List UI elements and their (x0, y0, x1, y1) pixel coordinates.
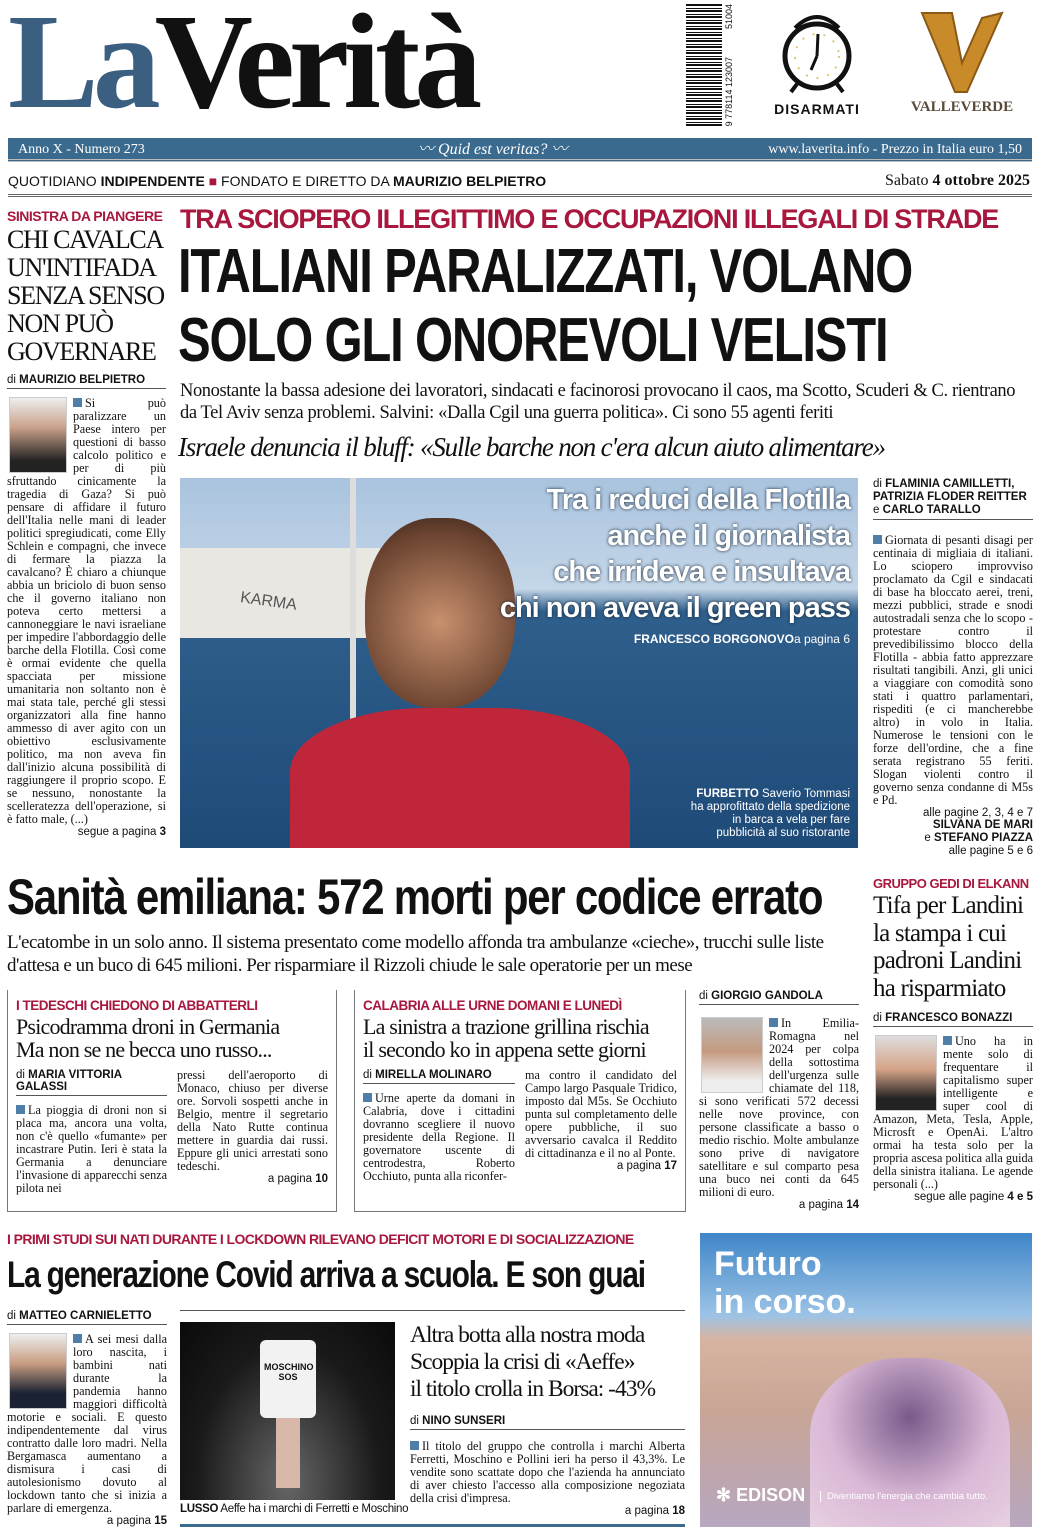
droni-kicker: I TEDESCHI CHIEDONO DI ABBATTERLI (16, 998, 258, 1013)
issue-number: Anno X - Numero 273 (18, 142, 145, 157)
author: CARLO TARALLO (882, 504, 981, 516)
tag-mid: FONDATO E DIRETTO DA (217, 173, 393, 189)
by: di (7, 374, 20, 386)
gedi (873, 876, 1033, 1203)
overlay-ref[interactable] (634, 632, 850, 646)
ref-pre: segue alle pagine (914, 1191, 1008, 1203)
ref-b: 4 e 5 (1007, 1191, 1033, 1203)
caption-b: FURBETTO (696, 788, 759, 800)
ad-headline-1: Futuro (714, 1245, 822, 1283)
barcode (686, 4, 734, 126)
moschino-caption (180, 1503, 408, 1515)
man-head (365, 518, 515, 708)
barcode-bars (686, 4, 722, 126)
editorial-byline (7, 374, 166, 389)
square-bullet-icon (16, 1105, 25, 1114)
sanita-body (699, 1017, 859, 1199)
lead-byline (873, 478, 1033, 520)
overlay-line: chi non aveva il green pass (499, 592, 850, 624)
aeffe-article (410, 1322, 685, 1517)
aeffe-byline: di NINO SUNSERI (410, 1415, 685, 1430)
covid-ref[interactable] (7, 1515, 167, 1527)
author-photo (875, 1035, 937, 1111)
ref-b: 3 (159, 826, 166, 838)
gedi-title[interactable]: Tifa per Landini la stampa i cui padroni Landini ha risparmiato (873, 892, 1024, 1002)
editorial (7, 208, 166, 838)
author: FRANCESCO BONAZZI (885, 1012, 1013, 1024)
masthead-logo (8, 0, 477, 137)
editorial-ref[interactable] (7, 826, 166, 838)
covid-divider (180, 1310, 685, 1311)
aeffe-text: Il titolo del gruppo che controlla i marchi Alberta Ferretti, Moschino e Pollini ieri ha perso il 43,3%. Le vendite sono scattate dopo che l'azienda ha annunciato di aver chiesto l'accesso alla composizione negoziata della crisi d'impresa. (410, 1439, 685, 1505)
alarm-clock-icon (777, 6, 857, 96)
moschino-photo (180, 1322, 395, 1500)
calabria-byline: di MIRELLA MOLINARO (363, 1069, 515, 1084)
caption-text: Aeffe ha i marchi di Ferretti e Moschino (218, 1503, 409, 1515)
title-line: Ma non se ne becca uno russo... (16, 1037, 272, 1063)
overlay-line: che irrideva e insultava (553, 556, 850, 588)
author: GIORGIO GANDOLA (711, 990, 823, 1002)
calabria-body-1 (363, 1092, 515, 1183)
square-bullet-icon (73, 1334, 82, 1343)
text: La pioggia di droni non si placa ma, ancora una volta, non c'è quello «fumante» per incastrare Putin. Ieri è stata la Germania a denunciare l'invasione di apparecchi senza pilota nei (16, 1103, 167, 1196)
author: MATTEO CARNIELETTO (19, 1310, 152, 1322)
editorial-body (7, 397, 166, 826)
lead-photo (180, 478, 858, 848)
tag-b2: MAURIZIO BELPIETRO (392, 173, 547, 189)
overlay-line: Tra i reduci della Flotilla (546, 484, 850, 516)
square-bullet-icon: ■ (208, 173, 218, 189)
author: MARIA VITTORIA GALASSI (16, 1069, 122, 1094)
ref-pre: a pagina (798, 1199, 847, 1211)
barcode-numbers (723, 4, 734, 126)
overlay-author: FRANCESCO BORGONOVO (633, 632, 794, 646)
covid-byline: di MATTEO CARNIELETTO (7, 1310, 167, 1325)
author: MAURIZIO BELPIETRO (19, 374, 146, 386)
motto: 〰 Quid est veritas? 〰 (418, 141, 568, 158)
extra-ref[interactable]: alle pagine 5 e 6 (948, 845, 1033, 857)
date-b: 4 ottobre 2025 (932, 172, 1030, 189)
droni-title[interactable] (16, 1015, 328, 1061)
model-legs (276, 1418, 300, 1488)
calabria-kicker: CALABRIA ALLE URNE DOMANI E LUNEDÌ (363, 998, 622, 1013)
author: NINO SUNSERI (422, 1415, 506, 1427)
ref-b: 18 (672, 1505, 685, 1517)
ad-slogan: Diventiamo l'energia che cambia tutto. (820, 1491, 988, 1502)
title-line: Altra botta alla nostra moda (410, 1322, 645, 1348)
square-bullet-icon (943, 1036, 952, 1045)
lead-kicker: TRA SCIOPERO ILLEGITTIMO E OCCUPAZIONI ILLEGALI DI STRADE (180, 204, 999, 234)
gedi-body (873, 1035, 1033, 1191)
lead-summary: Nonostante la bassa adesione dei lavoratori, sindacati e facinorosi provocano il caos, ma Scotto, Scuderi & C. rientrano da Tel Aviv senza problemi. Salvini: «Dalla Cgil una guerra politica». Ci sono 55 agenti feriti (180, 381, 1016, 423)
droni-body-2: pressi dell'aeroporto di Monaco, chiuso per diverse ore. Sorvoli sospetti anche in Belgio, mentre il segretario della Nato Rutte continua mettere in guardia dai russi. Eppure gli unici arrestati sono tedeschi. (177, 1068, 328, 1174)
lead-title-1[interactable]: ITALIANI PARALIZZATI, VOLANO (178, 237, 913, 306)
lead-text: Giornata di pesanti disagi per centinaia di migliaia di italiani. Lo sciopero improvviso proclamato da Cgil e sindacati di base ha bloccato aerei, treni, mezzi pubblici, strade e snodi autostradali senza che lo scopo - protestare contro il prevedibilissimo blocco della Flotilla - abbia fatto apprezzare risultati tangibili. Anzi, gli unici a viaggiare con comodità sono stati i quattro parlamentari, rispediti (e ci mancherebbe altro) in volo in Italia. Numerose le tensioni con le forze dell'ordine, che a fine serata registrano 55 feriti. Slogan violenti contro il governo senza condanne di M5s e Pd. (873, 533, 1033, 807)
masthead-rule (8, 194, 1032, 197)
square-bullet-icon (73, 398, 82, 407)
calabria-body-2: ma contro il candidato del Campo largo Pasquale Tridico, imposto dal M5s. Se Occhiuto punta sul completamento delle opere pubbliche, il suo avversario cavalca il Reddito di cittadinanza e il no al Ponte. (525, 1068, 677, 1161)
calabria-ref[interactable] (525, 1160, 677, 1172)
valleverde-logo (900, 8, 1024, 116)
edison-flower-icon: ✻ (716, 1485, 732, 1505)
sanita-article (699, 990, 859, 1211)
editorial-title[interactable]: CHI CAVALCA UN'INTIFADA SENZA SENSO NON PUÒ GOVERNARE (7, 225, 164, 366)
author-photo (9, 397, 67, 473)
ref-pre: a pagina (624, 1505, 673, 1517)
motto-text: Quid est veritas? (438, 141, 548, 158)
title-line: La sinistra a trazione grillina rischia (363, 1014, 649, 1039)
title-line: Psicodramma droni in Germania (16, 1014, 280, 1039)
text: Urne aperte da domani in Calabria, dove i cittadini dovranno scegliere il nuovo presidente della Regione. Il governatore uscente di centrodestra, Roberto Occhiuto, punta alla riconfer- (363, 1091, 515, 1184)
covid-body (7, 1333, 167, 1515)
issue-date (885, 172, 1030, 190)
overlay-ref-text: a pagina 6 (793, 632, 850, 646)
square-bullet-icon (769, 1018, 778, 1027)
by: di (873, 478, 886, 490)
gedi-byline: di FRANCESCO BONAZZI (873, 1012, 1033, 1027)
gedi-kicker: GRUPPO GEDI DI ELKANN (873, 876, 1029, 891)
covid-text: A sei mesi dalla loro nascita, i bambini nati durante la pandemia hanno maggiori difficoltà motorie e sociali. E questo indipendentemente dal virus contratto dalle loro madri. Nella Bergamasca aumentano a dismisura i casi di autolesionismo dovuto al lockdown tanto che si inizia a parlare di emergenza. (7, 1332, 167, 1515)
title-line: il titolo crolla in Borsa: -43% (410, 1376, 656, 1402)
ref-b: 14 (846, 1199, 859, 1211)
title-line: il secondo ko in appena sette giorni (363, 1037, 646, 1063)
ad-headline (714, 1245, 856, 1321)
sanita-text: In Emilia-Romagna nel 2024 per colpa della sottostima dell'urgenza sulle chiamate del 118, si sono verificati 572 decessi nelle nove province, con persone classificate a basso o medio rischio. Molte ambulanze sono prive di navigatore satellitare e sul comparto pesa una buco nei conti da 645 milioni di euro. (699, 1016, 859, 1199)
author-photo (9, 1333, 67, 1409)
author: PATRIZIA FLODER REITTER (873, 491, 1027, 503)
overlay-line: anche il giornalista (607, 520, 850, 552)
gedi-ref[interactable] (873, 1191, 1033, 1203)
boat-name: KARMA (239, 589, 298, 614)
editorial-text: Si può paralizzare un Paese intero per questioni di basso calcolo politico e per di più sfruttando cinicamente la tragedia di Gaza? Si può pensare di affidare il futuro dell'Italia nelle mani di leader politici spregiudicati, come Elly Schlein e compagni, che invece di fermare la piazza la cavalcano? È chiaro a chiunque abbia un briciolo di buon senso che il governo italiano non poteva certo mettersi a cannoneggiare le navi israeliane per impedire l'abbordaggio delle barche della Flotilla. Così come è ormai evidente che quella spacciata per missione umanitaria non soltanto non è mai stata tale, perché gli stessi organizzatori alla fine hanno ammesso di aver agito con un obiettivo esclusivamente politico, ma non aveva fin dall'inizio alcuna possibilità di raggiungere il proprio scopo. E se nessuno, nonostante la scelleratezza dell'operazione, si è fatto male, (...) (7, 396, 166, 826)
photo-overlay (500, 482, 850, 626)
ref-pre: a pagina (106, 1515, 155, 1527)
tag-pre: QUOTIDIANO (8, 173, 101, 189)
and: e (873, 504, 883, 516)
gedi-text: Uno ha in mente solo di frequentare il capitalismo super intelligente e super cool di Amazon, Meta, Tesla, Apple, Microsft e OpenAi. L'altro ormai ha testa solo per la propria ascesa politica alla guida della sinistra italiana. Le agende personali (...) (873, 1034, 1033, 1191)
aeffe-ref[interactable] (410, 1505, 685, 1517)
edison-ad[interactable] (700, 1233, 1032, 1527)
mast (350, 478, 356, 728)
square-bullet-icon (873, 535, 882, 544)
droni-byline: di MARIA VITTORIA GALASSI (16, 1069, 167, 1096)
editorial-kicker: SINISTRA DA PIANGERE (7, 208, 163, 224)
calabria-title[interactable] (363, 1015, 677, 1061)
tag-b1: INDIPENDENTE (100, 173, 205, 189)
covid-title[interactable]: La generazione Covid arriva a scuola. E son guai (7, 1254, 645, 1295)
sanita-title[interactable]: Sanità emiliana: 572 morti per codice errato (7, 869, 823, 925)
date-pre: Sabato (884, 172, 933, 189)
ref-pre: a pagina (616, 1160, 665, 1173)
covid-kicker: I PRIMI STUDI SUI NATI DURANTE I LOCKDOWN RILEVANO DEFICIT MOTORI E DI SOCIALIZZAZIONE (7, 1231, 634, 1247)
barcode-issue: 51004 (723, 4, 734, 30)
lead-article (873, 478, 1033, 857)
info-bar (8, 138, 1032, 162)
droni-ref[interactable] (177, 1173, 328, 1185)
ad-headline-2: in corso. (714, 1283, 856, 1321)
disarmati-logo (765, 6, 869, 117)
site-price: www.laverita.info - Prezzo in Italia euro 1,50 (768, 142, 1022, 157)
square-bullet-icon (363, 1093, 372, 1102)
sanita-summary: L'ecatombe in un solo anno. Il sistema presentato come modello affonda tra ambulanze «cieche», trucchi sulle liste d'attesa e un buco di 645 milioni. Per risparmiare il Rizzoli chiude le sale operatorie per un mese (7, 932, 824, 976)
author: STEFANO PIAZZA (933, 832, 1033, 844)
caption-b: LUSSO (180, 1503, 219, 1515)
disarmati-text: DISARMATI (774, 101, 860, 117)
barcode-digits: 9 778114 123007 (723, 56, 734, 126)
square-bullet-icon (410, 1441, 419, 1450)
brand: EDISON (736, 1485, 806, 1505)
edison-logo (716, 1485, 805, 1506)
valleverde-text: VALLEVERDE (910, 99, 1014, 115)
droni-body-1 (16, 1104, 167, 1195)
droni-box (7, 990, 337, 1212)
tagline (8, 173, 546, 189)
title-line: Scoppia la crisi di «Aeffe» (410, 1349, 635, 1375)
sanita-byline: di GIORGIO GANDOLA (699, 990, 859, 1005)
author: MIRELLA MOLINARO (375, 1069, 492, 1082)
author: FLAMINIA CAMILLETTI, (885, 478, 1015, 490)
life-jacket (290, 708, 630, 848)
caption-text: Saverio Tommasi ha approfittato della spedizione in barca a vela per fare pubblicità al suo ristorante (690, 788, 850, 839)
ref-b: 17 (664, 1160, 677, 1173)
aeffe-body (410, 1440, 685, 1505)
aeffe-title[interactable] (410, 1322, 685, 1403)
photo-caption (690, 788, 850, 840)
ref-pre: segue a pagina (77, 826, 160, 838)
ref-b: 10 (315, 1173, 328, 1186)
author: SILVANA DE MARI (932, 819, 1033, 831)
covid-article (7, 1310, 167, 1527)
lead-italic: Israele denuncia il bluff: «Sulle barche non c'era alcun aiuto alimentare» (178, 432, 885, 462)
ref-pre: a pagina (267, 1173, 316, 1186)
logo-verita: Verità (154, 0, 477, 137)
lead-ref[interactable]: alle pagine 2, 3, 4 e 7 (923, 807, 1033, 819)
valleverde-v-icon (917, 8, 1007, 94)
lead-body (873, 534, 1033, 807)
lead-title-2[interactable]: SOLO GLI ONOREVOLI VELISTI (178, 306, 888, 375)
shirt-text: MOSCHINO SOS (264, 1362, 314, 1382)
calabria-box (354, 990, 686, 1212)
extra-authors: SILVANA DE MARI e STEFANO PIAZZA (924, 819, 1033, 844)
bottom-rule (180, 1524, 685, 1527)
logo-la: La (8, 0, 155, 137)
author-photo (701, 1017, 763, 1093)
ref-b: 15 (154, 1515, 167, 1527)
sanita-ref[interactable] (699, 1199, 859, 1211)
